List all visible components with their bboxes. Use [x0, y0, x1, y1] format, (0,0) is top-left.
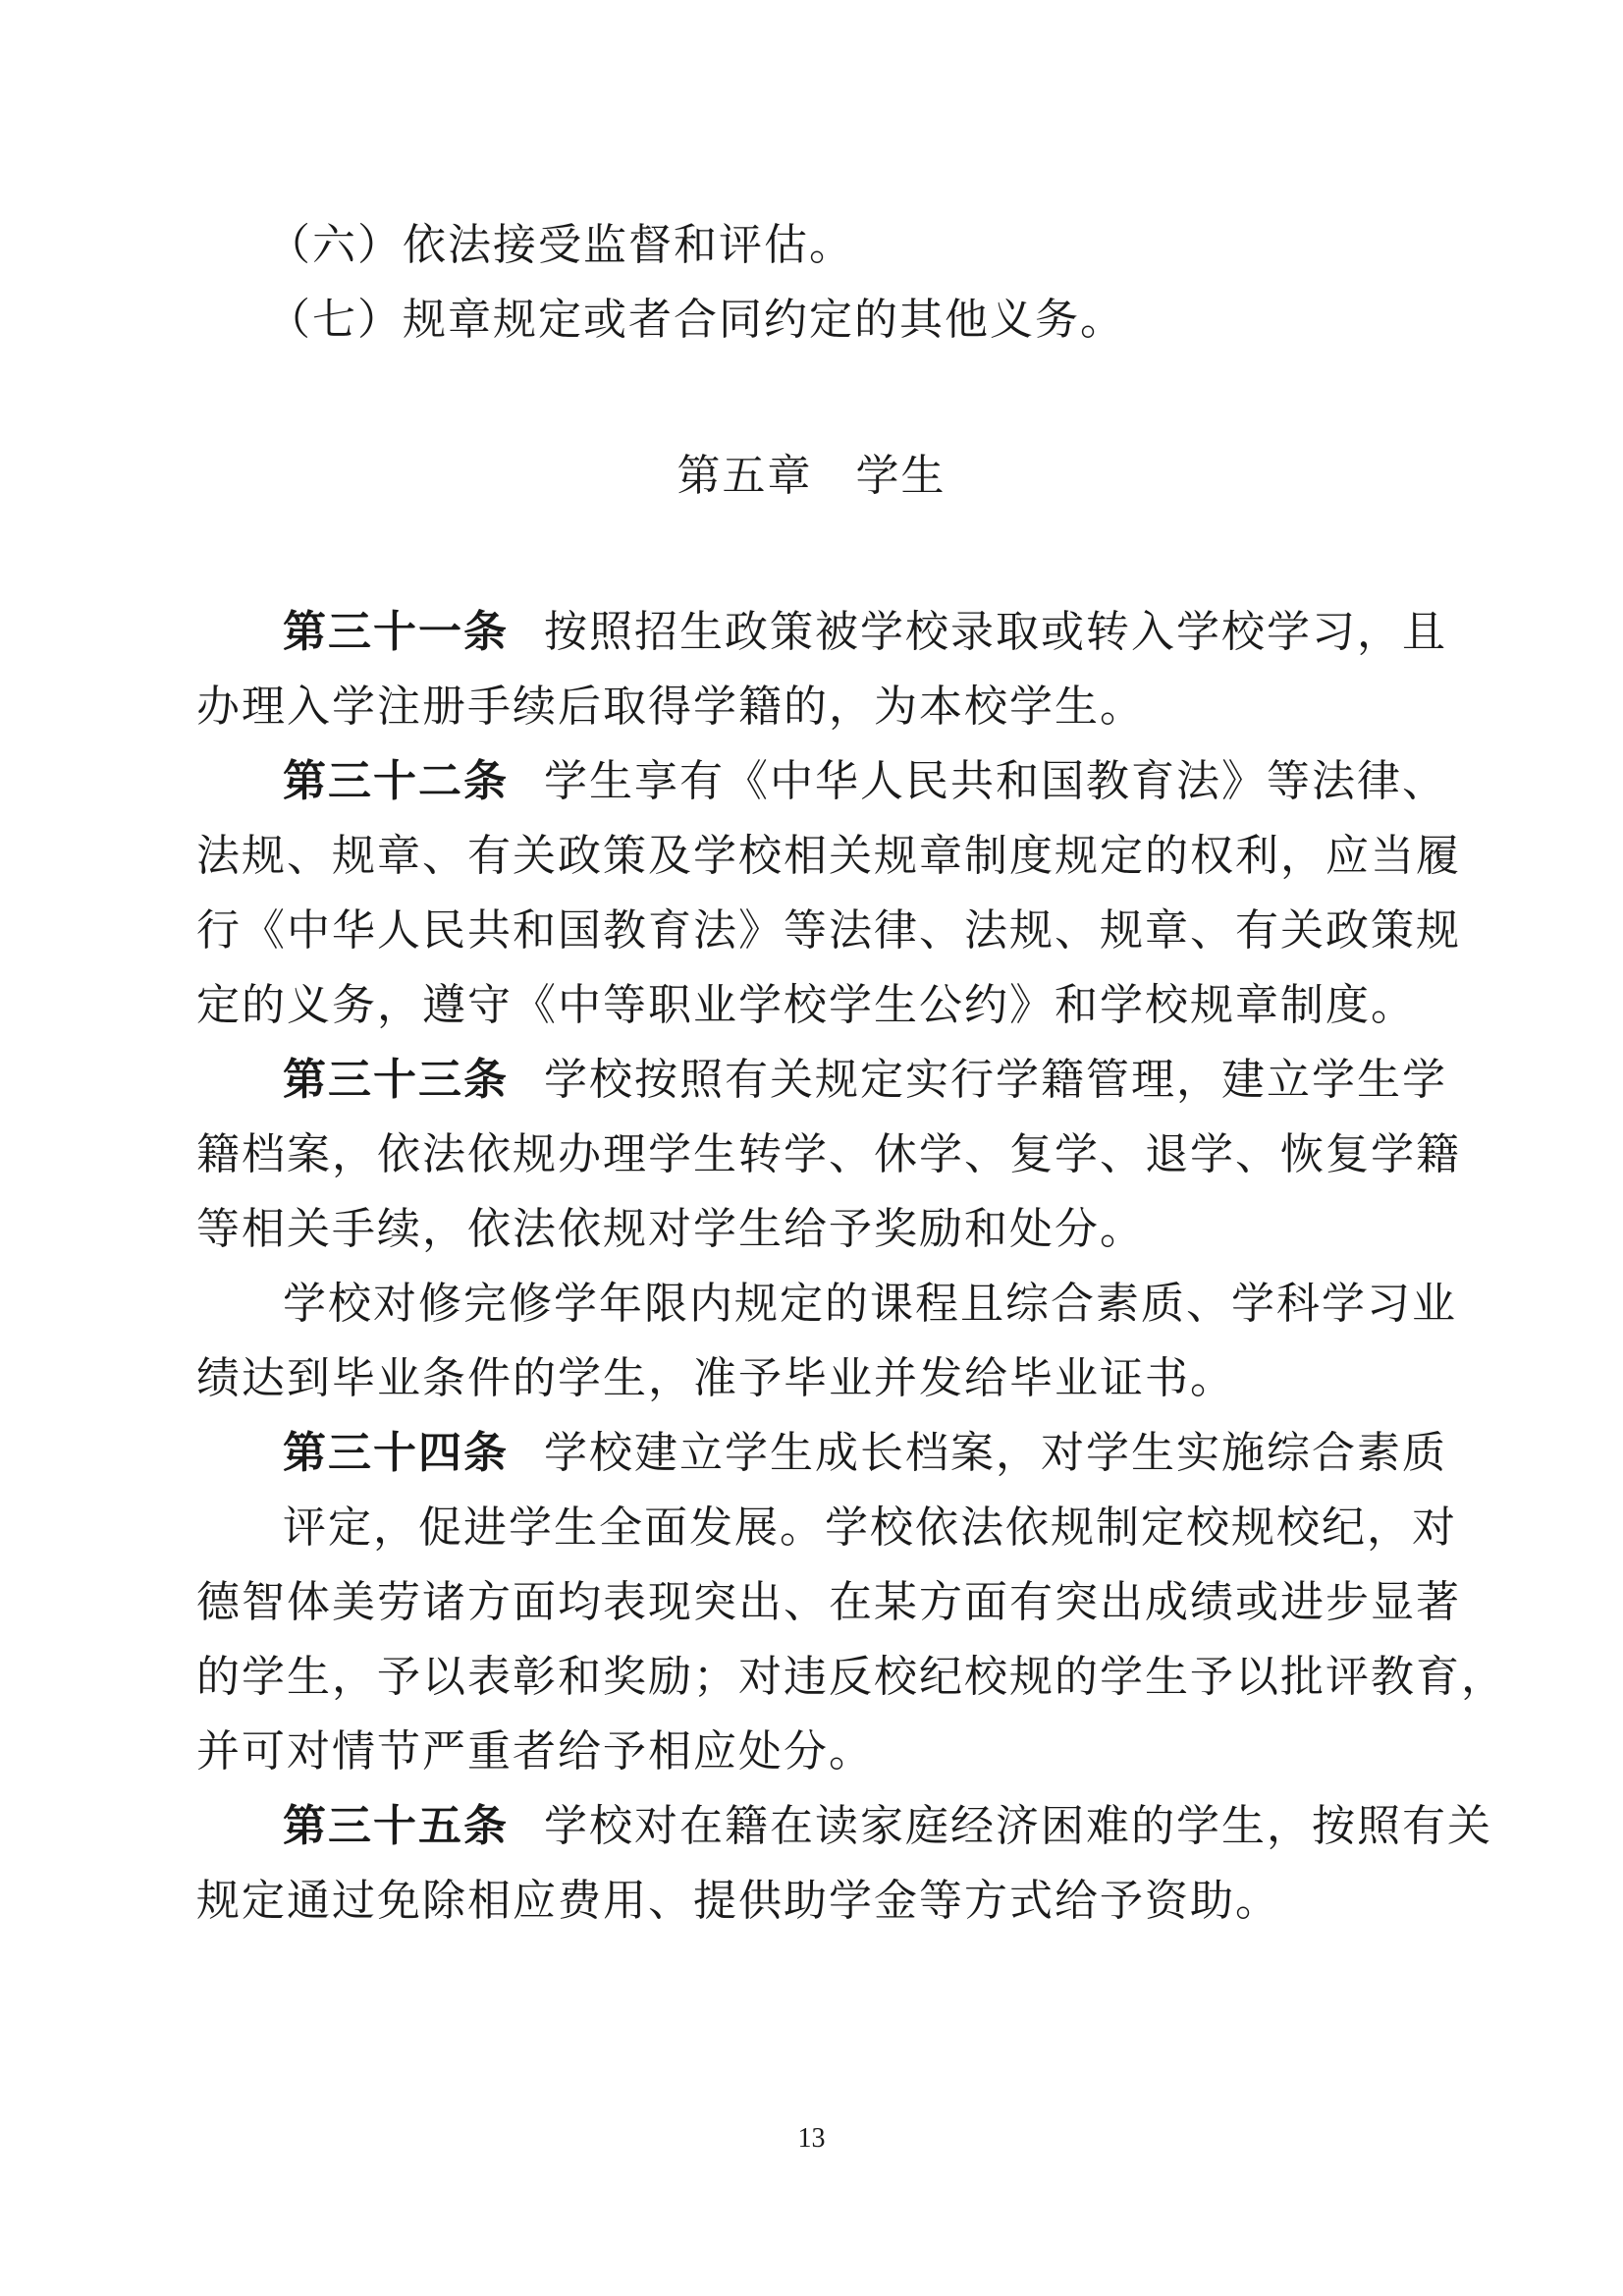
article-text: 学校按照有关规定实行学籍管理，建立学生学 — [544, 1055, 1447, 1105]
article-text: 按照招生政策被学校录取或转入学校学习，且 — [544, 607, 1447, 657]
article-label: 第三十四条 — [283, 1428, 509, 1478]
article-text: 学生享有《中华人民共和国教育法》等法律、 — [544, 756, 1447, 806]
paragraph-line: 办理入学注册手续后取得学籍的，为本校学生。 — [196, 682, 1145, 732]
paragraph-line: 规定通过免除相应费用、提供助学金等方式给予资助。 — [196, 1876, 1280, 1926]
chapter-title: 学生 — [855, 451, 947, 501]
paragraph-line: 绩达到毕业条件的学生，准予毕业并发给毕业证书。 — [196, 1353, 1235, 1403]
article-text: 学校对在籍在读家庭经济困难的学生，按照有关 — [544, 1801, 1492, 1851]
paragraph-line: 法规、规章、有关政策及学校相关规章制度规定的权利，应当履 — [196, 831, 1461, 881]
paragraph-line: 学校对修完修学年限内规定的课程且综合素质、学科学习业 — [283, 1279, 1457, 1329]
article-label: 第三十二条 — [283, 756, 509, 806]
paragraph-line: 定的义务，遵守《中等职业学校学生公约》和学校规章制度。 — [196, 980, 1416, 1030]
article-32 — [283, 752, 1447, 811]
page-number: 13 — [797, 2123, 826, 2154]
article-label: 第三十三条 — [283, 1055, 509, 1105]
paragraph-line: 德智体美劳诸方面均表现突出、在某方面有突出成绩或进步显著 — [196, 1577, 1461, 1627]
article-33 — [283, 1051, 1447, 1110]
paragraph-line: 等相关手续，依法依规对学生给予奖励和处分。 — [196, 1204, 1145, 1254]
article-35 — [283, 1797, 1492, 1856]
list-item: （六）依法接受监督和评估。 — [267, 220, 854, 270]
paragraph-line: 的学生，予以表彰和奖励；对违反校纪校规的学生予以批评教育， — [196, 1652, 1506, 1702]
chapter-number: 第五章 — [676, 451, 813, 501]
paragraph-line: 并可对情节严重者给予相应处分。 — [196, 1726, 874, 1777]
chapter-heading — [0, 447, 1623, 506]
article-label: 第三十一条 — [283, 607, 509, 657]
paragraph-line: 评定，促进学生全面发展。学校依法依规制定校规校纪，对 — [283, 1503, 1457, 1553]
article-text: 学校建立学生成长档案，对学生实施综合素质 — [544, 1428, 1447, 1478]
article-label: 第三十五条 — [283, 1801, 509, 1851]
article-34 — [283, 1424, 1447, 1483]
paragraph-line: 行《中华人民共和国教育法》等法律、法规、规章、有关政策规 — [196, 905, 1461, 956]
paragraph-line: 籍档案，依法依规办理学生转学、休学、复学、退学、恢复学籍 — [196, 1129, 1461, 1179]
article-31 — [283, 603, 1447, 662]
list-item: （七）规章规定或者合同约定的其他义务。 — [267, 295, 1125, 345]
